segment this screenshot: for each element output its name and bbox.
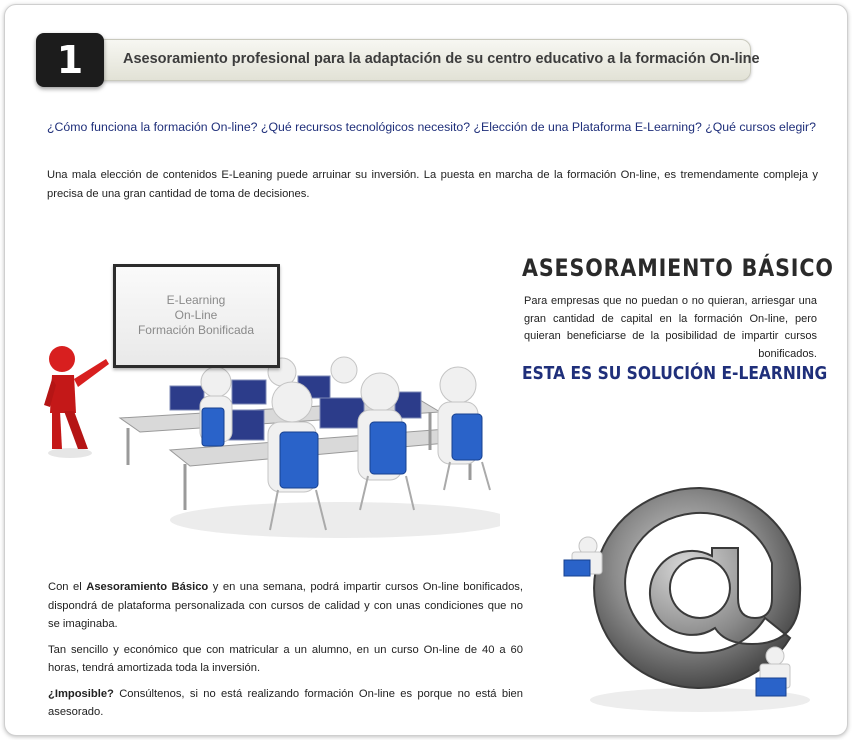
p1-text-start: Con el <box>48 581 87 593</box>
at-icon <box>560 468 830 718</box>
body-paragraph-2: Tan sencillo y económico que con matricular a un alumno, en un curso On-line de 40 a 60 horas, tendrá amortizada toda la inversión. <box>48 643 523 674</box>
board-line-1: E-Learning <box>166 293 226 307</box>
basic-heading: ASESORAMIENTO BÁSICO <box>522 254 834 282</box>
questions-line: ¿Cómo funciona la formación On-line? ¿Qué recursos tecnológicos necesito? ¿Elección de una Plataforma E-Learning? ¿Qué cursos elegir? <box>47 120 816 134</box>
p1-bold: Asesoramiento Básico <box>86 581 209 593</box>
body-paragraph-3 <box>48 685 523 722</box>
board-line-3: Formación Bonificada <box>137 323 255 337</box>
body-paragraph-1 <box>48 578 523 634</box>
solution-heading: ESTA ES SU SOLUCIÓN E-LEARNING <box>522 363 828 384</box>
p3-text: Consúltenos, si no está realizando formación On-line es porque no está bien asesorado. <box>48 687 523 718</box>
p1-text-end: y en una semana, podrá impartir cursos On-line bonificados, dispondrá de plataforma personalizada con cursos de calidad y con unas condiciones que no se imaginaba. <box>48 581 523 630</box>
whiteboard-text <box>118 293 274 338</box>
section-number: 1 <box>36 33 104 87</box>
teacher-figure <box>40 345 120 460</box>
board-line-2: On-Line <box>174 308 218 322</box>
intro-paragraph: Una mala elección de contenidos E-Leaning puede arruinar su inversión. La puesta en marcha de la formación On-line, es tremendamente compleja y precisa de una gran cantidad de toma de decisiones. <box>47 169 818 200</box>
body-text <box>48 578 523 729</box>
header-title: Asesoramiento profesional para la adaptación de su centro educativo a la formación On-line <box>123 51 760 67</box>
p3-bold: ¿Imposible? <box>48 687 114 700</box>
basic-description: Para empresas que no puedan o no quieran, arriesgar una gran cantidad de capital en la formación On-line, pero quieran beneficiarse de la posibilidad de impartir cursos bonificados. <box>524 295 817 360</box>
